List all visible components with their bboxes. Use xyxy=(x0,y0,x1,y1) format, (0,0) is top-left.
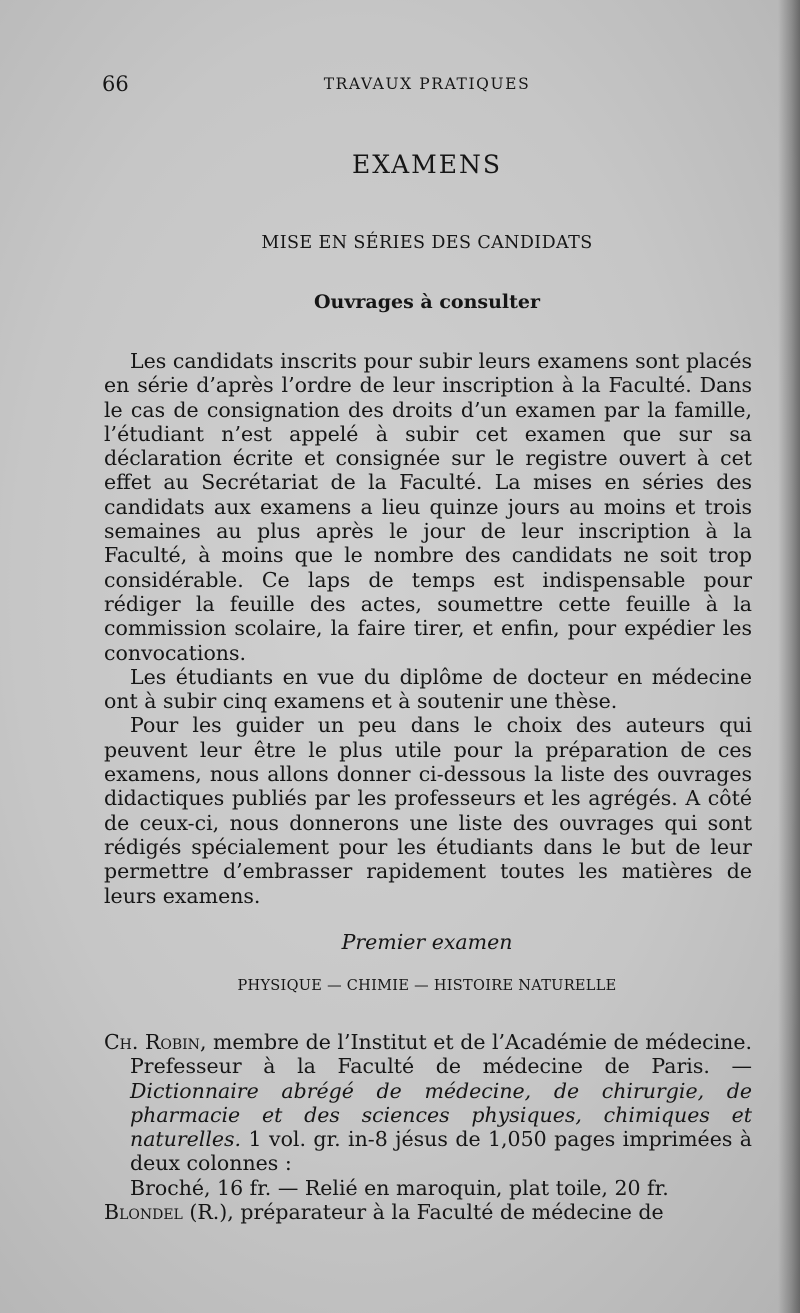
body-text xyxy=(104,349,752,908)
subheading: Ouvrages à consulter xyxy=(314,291,540,313)
paragraph: Pour les guider un peu dans le choix des auteurs qui peuvent leur être le plus utile pour la préparation de ces examens, nous allons donner ci-dessous la liste des ouvrages didactiques publiés par les professeurs et les agrégés. A côté de ceux-ci, nous donnerons une liste des ouvrages qui sont rédigés spécialement pour les étudiants dans le but de leur permettre d’embrasser rapidement toutes les matières de leurs examens. xyxy=(104,713,752,908)
reference-author: Blondel xyxy=(104,1200,183,1225)
page-edge-shadow xyxy=(778,0,800,1313)
reference-description: , membre de l’Institut et de l’Académie de médecine. Prefesseur à la Faculté de médecine de Paris. — xyxy=(130,1030,752,1079)
reference-list xyxy=(104,1030,752,1224)
page-header xyxy=(102,70,752,100)
reference-description: (R.), préparateur à la Faculté de médecine de xyxy=(182,1200,664,1225)
reference-author: Ch. Robin xyxy=(104,1030,200,1054)
section-subtitle: MISE EN SÉRIES DES CANDIDATS xyxy=(261,233,593,253)
reference-entry xyxy=(104,1030,752,1176)
reference-work-title: Dictionnaire abrégé de médecine, de chirurgie, de pharmacie et des sciences physiques, chimiques et naturelles. xyxy=(130,1078,752,1152)
page-number: 66 xyxy=(102,72,129,96)
running-title: TRAVAUX PRATIQUES xyxy=(323,75,531,93)
paragraph: Les candidats inscrits pour subir leurs examens sont placés en série d’après l’ordre de leur inscription à la Faculté. Dans le cas de consignation des droits d’un examen par la famille, l’étudiant n’est appelé à subir cet examen que sur sa déclaration écrite et consignée sur le registre ouvert à cet effet au Secrétariat de la Faculté. La mises en séries des candidats aux examens a lieu quinze jours au moins et trois semaines au plus après le jour de leur inscription à la Faculté, à moins que le nombre des candidats ne soit trop considérable. Ce laps de temps est indispensable pour rédiger la feuille des actes, soumettre cette feuille à la commission scolaire, la faire tirer, et enfin, pour expédier les convocations. xyxy=(104,349,752,665)
page-title: EXAMENS xyxy=(351,150,503,179)
reference-details: 1 vol. gr. in-8 jésus de 1,050 pages imprimées à deux colonnes : xyxy=(130,1127,752,1176)
paragraph: Les étudiants en vue du diplôme de docteur en médecine ont à subir cinq examens et à soutenir une thèse. xyxy=(104,664,752,714)
exam-subjects: PHYSIQUE — CHIMIE — HISTOIRE NATURELLE xyxy=(237,978,617,994)
exam-section-title: Premier examen xyxy=(341,930,513,954)
reference-price: Broché, 16 fr. — Relié en maroquin, plat toile, 20 fr. xyxy=(130,1175,669,1200)
reference-entry xyxy=(104,1200,752,1224)
